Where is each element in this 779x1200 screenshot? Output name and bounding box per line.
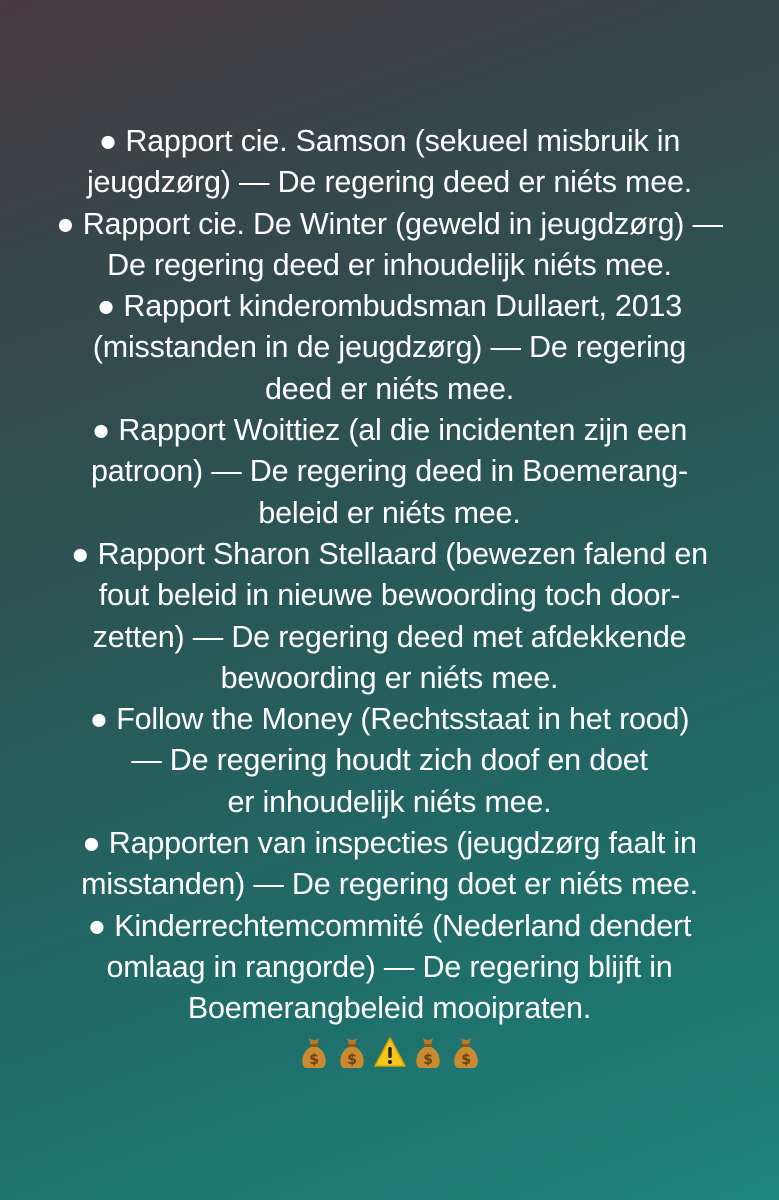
text-line: — De regering houdt zich doof en doet [131,743,648,778]
money-bag-icon [297,1034,331,1070]
text-line: ● Rapport Woittiez (al die incidenten zijn een [91,413,688,448]
svg-text:$: $ [308,1052,319,1069]
text-line: ● Rapport cie. De Winter (geweld in jeugdzørg) — [56,206,723,241]
text-line: De regering deed er inhoudelijk niéts mee. [107,247,672,282]
text-line: Boemerangbeleid mooipraten. [187,991,592,1026]
text-line: zetten) — De regering deed met afdekkende [92,619,687,654]
text-line: ● Rapporten van inspecties (jeugdzørg faalt in [82,826,697,861]
warning-icon [373,1034,407,1070]
money-bag-icon [449,1034,483,1070]
text-line: fout beleid in nieuwe bewoording toch door- [98,578,681,613]
text-line: misstanden) — De regering doet er niéts mee. [81,867,698,902]
svg-text:$: $ [346,1052,357,1069]
text-line: ● Kinderrechtemcommité (Nederland dendert [87,908,692,943]
text-line: beleid er niéts mee. [258,495,521,530]
text-line: jeugdzørg) — De regering deed er niéts mee. [86,165,693,200]
text-line: patroon) — De regering deed in Boemerang- [90,454,689,489]
text-line: bewoording er niéts mee. [220,660,559,695]
text-line: ● Rapport Sharon Stellaard (bewezen falend en [71,536,708,571]
text-line: ● Rapport kinderombudsman Dullaert, 2013 [96,289,683,324]
money-bag-icon [411,1034,445,1070]
text-line: er inhoudelijk niéts mee. [227,784,552,819]
money-bag-icon [335,1034,369,1070]
text-line: deed er niéts mee. [264,371,515,406]
svg-text:$: $ [460,1052,471,1069]
svg-text:$: $ [422,1052,433,1069]
text-line: ● Follow the Money (Rechtsstaat in het rood) [89,702,690,737]
text-line: ● Rapport cie. Samson (sekueel misbruik in [98,124,681,158]
story-text [10,121,769,1073]
text-line: omlaag in rangorde) — De regering blijft in [106,949,673,984]
emoji-row [10,1032,769,1073]
text-line: (misstanden in de jeugdzørg) — De regering [92,330,687,365]
